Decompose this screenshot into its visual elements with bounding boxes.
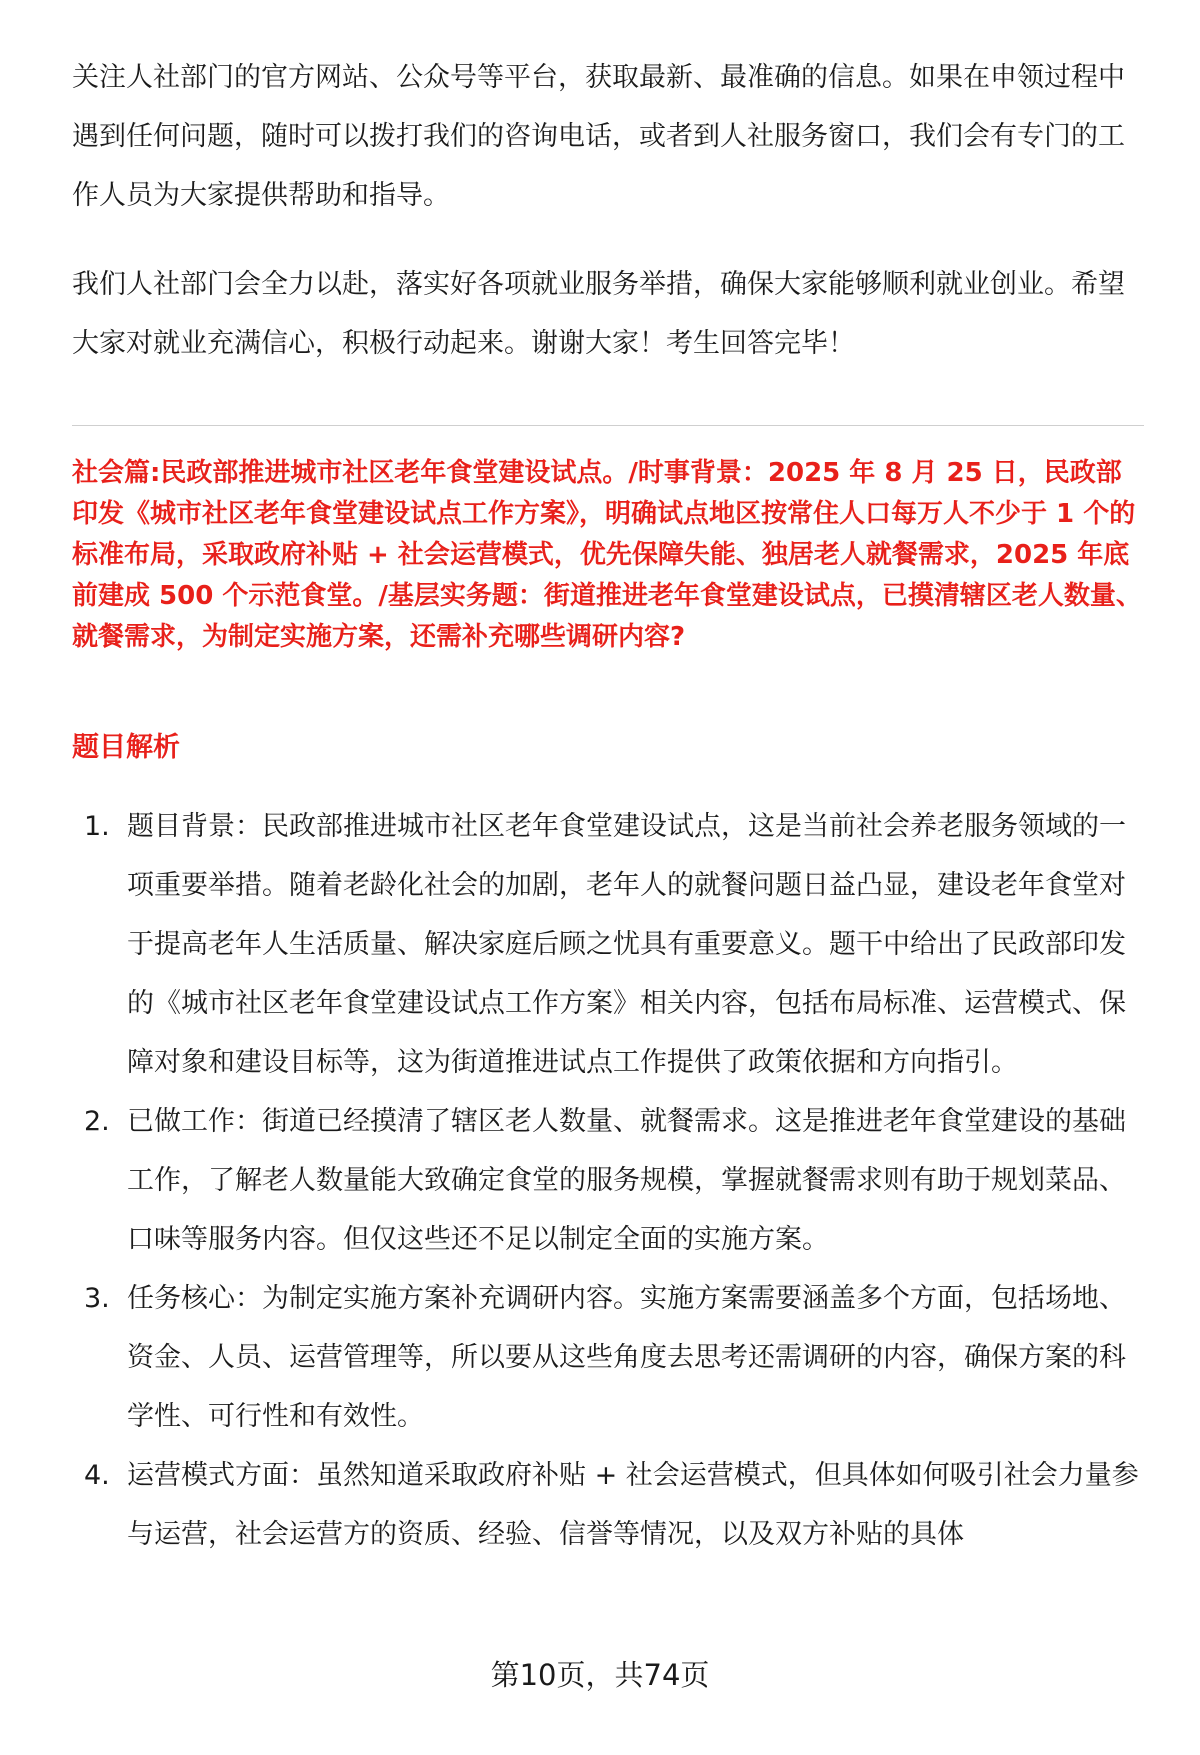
list-item-number: 4. bbox=[84, 1460, 110, 1491]
question-heading: 社会篇:民政部推进城市社区老年食堂建设试点。/时事背景：2025 年 8 月 25 日，民政部印发《城市社区老年食堂建设试点工作方案》，明确试点地区按常住人口每万人不少于 1 个的标准布局，采取政府补贴 + 社会运营模式，优先保障失能、独居老人就餐需求，2025 年底前建成 500 个示范食堂。/基层实务题：街道推进老年食堂建设试点，已摸清辖区老人数量、就餐需求，为制定实施方案，还需补充哪些调研内容? bbox=[72, 458, 1142, 652]
list-item-text: 已做工作：街道已经摸清了辖区老人数量、就餐需求。这是推进老年食堂建设的基础工作，了解老人数量能大致确定食堂的服务规模，掌握就餐需求则有助于规划菜品、口味等服务内容。但仅这些还不足以制定全面的实施方案。 bbox=[127, 1106, 1126, 1255]
list-item-number: 3. bbox=[84, 1283, 110, 1314]
list-item-text: 运营模式方面：虽然知道采取政府补贴 + 社会运营模式，但具体如何吸引社会力量参与运营，社会运营方的资质、经验、信誉等情况，以及双方补贴的具体 bbox=[127, 1460, 1139, 1550]
list-item bbox=[72, 797, 1152, 1092]
section-divider bbox=[72, 425, 1144, 426]
list-item bbox=[72, 1446, 1152, 1564]
analysis-list bbox=[72, 797, 1152, 1564]
list-item-number: 1. bbox=[84, 811, 110, 842]
body-paragraph: 我们人社部门会全力以赴，落实好各项就业服务举措，确保大家能够顺利就业创业。希望大家对就业充满信心，积极行动起来。谢谢大家！考生回答完毕！ bbox=[72, 269, 1125, 359]
list-item-text: 任务核心：为制定实施方案补充调研内容。实施方案需要涵盖多个方面，包括场地、资金、人员、运营管理等，所以要从这些角度去思考还需调研的内容，确保方案的科学性、可行性和有效性。 bbox=[127, 1283, 1126, 1432]
list-item-text: 题目背景：民政部推进城市社区老年食堂建设试点，这是当前社会养老服务领域的一项重要举措。随着老龄化社会的加剧，老年人的就餐问题日益凸显，建设老年食堂对于提高老年人生活质量、解决家庭后顾之忧具有重要意义。题干中给出了民政部印发的《城市社区老年食堂建设试点工作方案》相关内容，包括布局标准、运营模式、保障对象和建设目标等，这为街道推进试点工作提供了政策依据和方向指引。 bbox=[127, 811, 1126, 1078]
body-paragraph: 关注人社部门的官方网站、公众号等平台，获取最新、最准确的信息。如果在申领过程中遇到任何问题，随时可以拨打我们的咨询电话，或者到人社服务窗口，我们会有专门的工作人员为大家提供帮助和指导。 bbox=[72, 62, 1125, 211]
analysis-title: 题目解析 bbox=[72, 732, 180, 763]
page-number: 第10页，共74页 bbox=[490, 1658, 710, 1692]
list-item-number: 2. bbox=[84, 1106, 110, 1137]
list-item bbox=[72, 1269, 1152, 1446]
list-item bbox=[72, 1092, 1152, 1269]
